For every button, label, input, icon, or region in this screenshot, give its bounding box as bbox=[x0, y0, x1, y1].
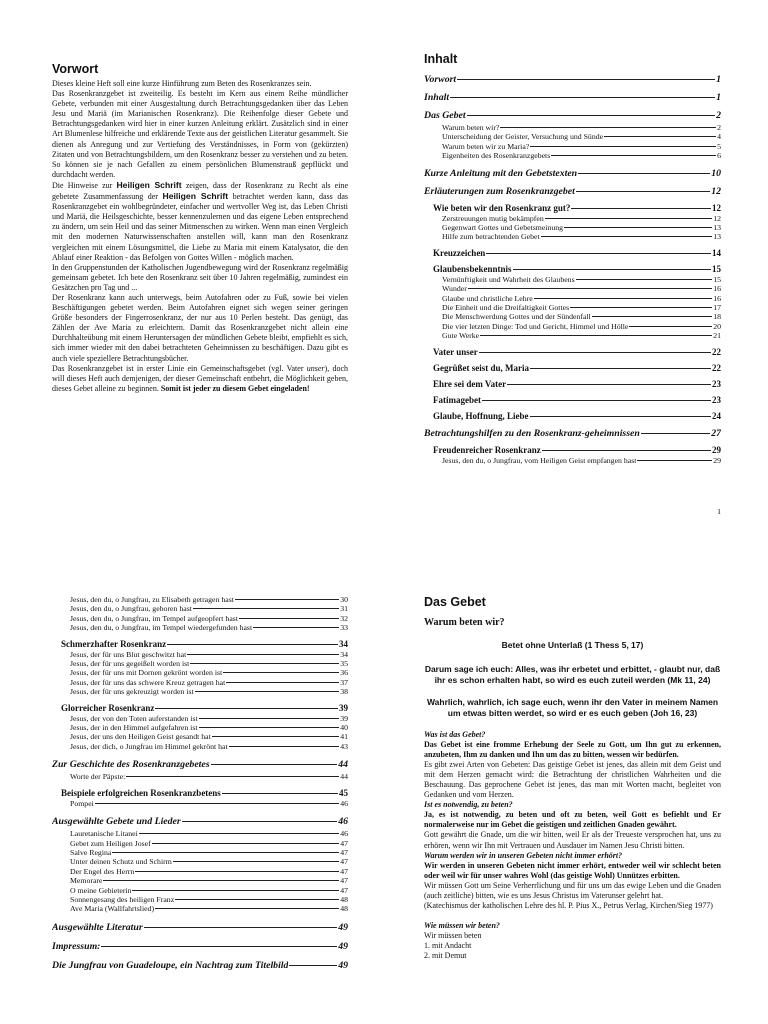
toc-leader bbox=[578, 173, 710, 174]
toc-leader bbox=[289, 965, 337, 966]
toc-entry-title: Erläuterungen zum Rosenkranzgebet bbox=[424, 185, 575, 197]
toc-entry bbox=[52, 922, 348, 933]
toc-entry bbox=[424, 132, 721, 141]
toc-entry-page: 40 bbox=[340, 723, 348, 733]
body-paragraph: 2. mit Demut bbox=[424, 951, 467, 961]
vorwort-body bbox=[52, 79, 348, 394]
toc-leader bbox=[468, 288, 712, 289]
toc-entry-page: 22 bbox=[712, 346, 721, 357]
toc-entry-title: Jesus, der für uns gekreuzigt worden ist bbox=[70, 687, 194, 697]
toc-entry bbox=[424, 203, 721, 213]
toc-entry-page: 34 bbox=[339, 638, 348, 649]
toc-entry-title: Der Engel des Herrn bbox=[70, 866, 135, 876]
toc-entry-page: 49 bbox=[338, 940, 348, 952]
toc-entry-title: Jesus, der dich, o Jungfrau im Himmel gekrönt hat bbox=[70, 741, 228, 751]
toc-leader bbox=[126, 776, 339, 777]
toc-entry-title: Ave Maria (Wallfahrtslied) bbox=[70, 904, 155, 914]
toc-leader bbox=[199, 727, 340, 728]
toc-leader bbox=[167, 644, 338, 645]
toc-entry-title: Salve Regina bbox=[70, 847, 112, 857]
toc-entry bbox=[424, 151, 721, 160]
toc-leader bbox=[175, 899, 339, 900]
toc-entry-title: Hilfe zum betrachtenden Gebet bbox=[442, 232, 540, 242]
catechism-answer: Das Gebet ist eine fromme Erhebung der Seele zu Gott, um Ihn gut zu erkennen, anzubeten, Ihm zu danken und Ihn um das zu bitten, wessen wir bedürfen. bbox=[424, 739, 721, 759]
toc-leader bbox=[507, 384, 711, 385]
toc-entry-page: 35 bbox=[340, 659, 348, 669]
text-run: Somit ist jeder zu diesem Gebet eingeladen! bbox=[160, 383, 310, 393]
toc-leader bbox=[103, 880, 339, 881]
toc-leader bbox=[641, 433, 710, 434]
catechism-question: Warum werden wir in unseren Gebeten nicht immer erhört? bbox=[424, 850, 623, 860]
toc-entry bbox=[52, 659, 348, 668]
toc-entry bbox=[52, 604, 348, 613]
toc-entry-title: Kreuzzeichen bbox=[433, 247, 486, 258]
toc-entry bbox=[52, 876, 348, 885]
toc-entry-title: Memorare bbox=[70, 876, 103, 886]
toc-leader bbox=[139, 833, 339, 834]
toc-leader bbox=[211, 764, 338, 765]
toc-entry-title: Die Menschwerdung Gottes und der Sündenfall bbox=[442, 312, 591, 322]
toc-entry bbox=[424, 186, 721, 197]
toc-entry-title: Impressum: bbox=[52, 940, 101, 952]
toc-leader bbox=[95, 803, 339, 804]
text-run: Das Rosenkranzgebet ist in erster Linie ein Gemeinschaftsgebet (vgl. Vater bbox=[52, 363, 307, 373]
toc-entry bbox=[424, 395, 721, 405]
toc-entry-title: Die vier letzten Dinge: Tod und Gericht, Himmel und Hölle bbox=[442, 321, 629, 331]
toc-entry-title: Die Jungfrau von Guadeloupe, ein Nachtrag zum Titelbild bbox=[52, 959, 289, 971]
toc-entry bbox=[52, 595, 348, 604]
toc-entry-title: Gebet zum Heiligen Josef bbox=[70, 838, 151, 848]
toc-entry-title: Unter deinen Schutz und Schirm bbox=[70, 857, 172, 867]
toc-leader bbox=[132, 890, 339, 891]
toc-entry-page: 16 bbox=[713, 293, 721, 303]
toc-entry bbox=[424, 223, 721, 232]
text-run: In den Gruppenstunden der Katholischen Jugendbewegung wird der Rosenkranz regelmäßig gemeinsam gebetet. Ich bete den Rosenkranz seit über 10 Jahren regelmäßig, zumindest ein Gesätzchen pro Tag und ... bbox=[52, 262, 348, 292]
toc-entry bbox=[424, 264, 721, 274]
toc-entry bbox=[52, 678, 348, 687]
toc-entry-title: Jesus, der in den Himmel aufgefahren ist bbox=[70, 723, 198, 733]
toc-leader bbox=[545, 218, 712, 219]
vorwort-paragraph bbox=[52, 364, 348, 394]
toc-entry-title: O meine Gebieterin bbox=[70, 885, 132, 895]
page-inhalt bbox=[424, 52, 721, 516]
toc-entry bbox=[52, 772, 348, 781]
body-paragraph: (Katechismus der katholischen Lehre des hl. P. Pius X., Petrus Verlag, Kirchen/Sieg 1977) bbox=[424, 901, 713, 911]
toc-entry bbox=[52, 687, 348, 696]
toc-entry bbox=[52, 904, 348, 913]
toc-entry-title: Jesus, der für uns mit Dornen gekrönt worden ist bbox=[70, 668, 223, 678]
toc-leader bbox=[479, 352, 711, 353]
toc-entry bbox=[52, 788, 348, 798]
toc-leader bbox=[226, 682, 339, 683]
toc-leader bbox=[576, 279, 713, 280]
toc-entry-title: Vater unser bbox=[433, 346, 478, 357]
toc-entry-page: 5 bbox=[717, 141, 721, 151]
toc-entry bbox=[52, 639, 348, 649]
text-run: zeigen, dass der Rosenkranz zu Recht als eine gebetete Zusammenfassung der bbox=[52, 180, 348, 202]
toc-entry-page: 46 bbox=[338, 816, 348, 828]
toc-entry-title: Gute Werke bbox=[442, 331, 480, 341]
toc-entry-page: 1 bbox=[716, 92, 721, 103]
toc-entry bbox=[52, 714, 348, 723]
toc-leader bbox=[152, 843, 339, 844]
toc-entry-title: Eigenheiten des Rosenkranzgebets bbox=[442, 151, 551, 161]
toc-leader bbox=[155, 908, 339, 909]
toc-leader bbox=[637, 460, 712, 461]
gebet-subtitle: Warum beten wir? bbox=[424, 617, 505, 628]
text-run: Der Rosenkranz kann auch unterwegs, beim Autofahren oder zu Fuß, sowie bei vielen Beschäftigungen gebetet werden. Beim Autofahren eignet sich wegen seiner geringen Größe besonders der Fingerrosenkranz, der nur aus 10 Perlen besteht. Das genügt, das Zählen der Ave Maria zu erleichtern. Damit das Rosenkranzgebet nicht allein eine Durchhalteübung mit einem Heruntersagen der mündlichen Gebete bleibt, empfiehlt es sich, sich immer wieder mit den dabei betrachteten Geheimnissen zu beschäftigen. Dazu gibt es auch viele speziellere Betrachtungsbücher. bbox=[52, 292, 348, 363]
text-run: Dieses kleine Heft soll eine kurze Hinführung zum Beten des Rosenkranzes sein. bbox=[52, 79, 312, 88]
toc-leader bbox=[222, 793, 338, 794]
toc-entry-title: Beispiele erfolgreichen Rosenkranzbetens bbox=[61, 787, 221, 798]
toc-entry-title: Wunder bbox=[442, 284, 467, 294]
toc-entry bbox=[424, 123, 721, 132]
toc-entry bbox=[52, 839, 348, 848]
toc-leader bbox=[592, 316, 712, 317]
toc-leader bbox=[564, 227, 712, 228]
toc-entry-page: 10 bbox=[711, 167, 721, 179]
scripture-quote: Wahrlich, wahrlich, ich sage euch, wenn ihr den Vater in meinem Namen um etwas bitten werdet, so wird er es euch geben (Joh 16, 23) bbox=[426, 696, 719, 718]
toc-entry-page: 14 bbox=[712, 247, 721, 258]
toc-entry bbox=[424, 411, 721, 421]
toc-leader bbox=[486, 253, 711, 254]
toc-entry-title: Worte der Päpste: bbox=[70, 772, 126, 782]
toc-entry-page: 45 bbox=[339, 787, 348, 798]
toc-entry bbox=[424, 214, 721, 223]
toc-entry-title: Warum beten wir zu Maria? bbox=[442, 141, 530, 151]
toc-entry-title: Schmerzhafter Rosenkranz bbox=[61, 638, 167, 649]
toc-entry bbox=[424, 303, 721, 312]
toc-entry bbox=[52, 799, 348, 808]
page-vorwort bbox=[52, 62, 348, 482]
toc-entry-page: 22 bbox=[712, 362, 721, 373]
vorwort-title: Vorwort bbox=[52, 62, 99, 76]
toc-entry bbox=[424, 168, 721, 179]
toc-entry bbox=[424, 428, 721, 439]
toc-entry-page: 47 bbox=[340, 876, 348, 886]
toc-entry bbox=[52, 857, 348, 866]
toc-entry bbox=[424, 284, 721, 293]
toc-entry-page: 6 bbox=[717, 151, 721, 161]
table-of-contents-continued bbox=[52, 595, 348, 971]
toc-entry-page: 32 bbox=[340, 613, 348, 623]
toc-entry bbox=[52, 732, 348, 741]
toc-entry-page: 29 bbox=[713, 455, 721, 465]
scripture-quote: Betet ohne Unterlaß (1 Thess 5, 17) bbox=[501, 640, 644, 650]
toc-leader bbox=[629, 326, 712, 327]
scripture-quote: Darum sage ich euch: Alles, was ihr erbetet und erbittet, - glaubt nur, daß ihr es schon erhalten habt, so wird es euch zuteil werden (Mk 11, 24) bbox=[424, 663, 721, 685]
toc-entry-page: 31 bbox=[340, 604, 348, 614]
body-paragraph: Wir müssen beten bbox=[424, 931, 482, 941]
toc-entry-page: 15 bbox=[713, 274, 721, 284]
toc-entry-page: 23 bbox=[712, 378, 721, 389]
toc-entry-title: Jesus, der für uns gegeißelt worden ist bbox=[70, 659, 190, 669]
toc-entry bbox=[424, 248, 721, 258]
toc-entry-title: Kurze Anleitung mit den Gebetstexten bbox=[424, 167, 578, 179]
toc-entry-page: 24 bbox=[712, 410, 721, 421]
body-paragraph: Gott gewährt die Gnade, um die wir bitten, weil Er als der Treueste versprochen hat, uns zu erhören, wenn wir Ihn mit Vertrauen und Ausdauer im Namen Jesu Christi bitten. bbox=[424, 830, 721, 850]
toc-entry-title: Zur Geschichte des Rosenkranzgebetes bbox=[52, 759, 210, 771]
toc-leader bbox=[541, 236, 713, 237]
toc-entry-page: 47 bbox=[340, 857, 348, 867]
toc-entry bbox=[424, 379, 721, 389]
toc-entry-title: Zerstreuungen mutig bekämpfen bbox=[442, 213, 544, 223]
toc-leader bbox=[457, 79, 715, 80]
toc-entry bbox=[52, 668, 348, 677]
toc-entry-title: Warum beten wir? bbox=[442, 123, 500, 132]
toc-leader bbox=[144, 927, 338, 928]
spacer bbox=[424, 911, 721, 921]
toc-leader bbox=[467, 115, 715, 116]
toc-entry-title: Wie beten wir den Rosenkranz gut? bbox=[433, 202, 571, 213]
catechism-answer: Ja, es ist notwendig, zu beten und oft zu beten, weil Gott es befiehlt und Er normalerweise nur im Gebet die geistigen und zeitlichen Gnaden gewährt. bbox=[424, 810, 721, 830]
inhalt-title: Inhalt bbox=[424, 52, 458, 66]
toc-entry-page: 23 bbox=[712, 394, 721, 405]
page-inhalt-continued bbox=[52, 595, 348, 1024]
catechism-question: Was ist das Gebet? bbox=[424, 729, 486, 739]
toc-leader bbox=[135, 871, 339, 872]
toc-leader bbox=[155, 708, 338, 709]
toc-leader bbox=[482, 400, 711, 401]
toc-entry bbox=[424, 347, 721, 357]
toc-entry-title: Glaube und christliche Lehre bbox=[442, 293, 533, 303]
toc-entry bbox=[424, 142, 721, 151]
toc-entry bbox=[52, 886, 348, 895]
toc-entry-title: Ehre sei dem Vater bbox=[433, 378, 507, 389]
toc-leader bbox=[235, 599, 339, 600]
catechism-question: Ist es notwendig, zu beten? bbox=[424, 800, 513, 810]
toc-entry-page: 17 bbox=[713, 303, 721, 313]
toc-entry-page: 46 bbox=[340, 829, 348, 839]
vorwort-paragraph bbox=[52, 180, 348, 263]
toc-entry-title: Unterscheidung der Geister, Versuchung und Sünde bbox=[442, 132, 604, 142]
toc-entry-title: Gegrüßet seist du, Maria bbox=[433, 362, 529, 373]
toc-entry-title: Jesus, der von den Toten auferstanden ist bbox=[70, 713, 198, 723]
toc-leader bbox=[500, 127, 716, 128]
toc-leader bbox=[199, 718, 339, 719]
toc-entry bbox=[424, 312, 721, 321]
text-run: Die Hinweise zur bbox=[52, 180, 117, 190]
toc-entry bbox=[52, 623, 348, 632]
toc-entry-title: Jesus, den du, o Jungfrau, vom Heiligen Geist empfangen hast bbox=[442, 455, 637, 465]
text-run: ), doch will dieses Heft auch demjenigen, der dieser Gemeinschaft entbehrt, die Möglichkeit geben, dieses Gebet alleine zu beginnen. bbox=[52, 363, 348, 393]
toc-leader bbox=[173, 861, 339, 862]
toc-entry-page: 47 bbox=[340, 885, 348, 895]
toc-leader bbox=[542, 450, 711, 451]
gebet-body bbox=[424, 730, 721, 962]
catechism-question: Wie müssen wir beten? bbox=[424, 921, 500, 931]
toc-entry-title: Sonnengesang des heiligen Franz bbox=[70, 894, 175, 904]
toc-entry-title: Jesus, der für uns Blut geschwitzt hat bbox=[70, 649, 187, 659]
toc-leader bbox=[112, 852, 339, 853]
toc-entry bbox=[52, 816, 348, 827]
vorwort-paragraph bbox=[52, 263, 348, 293]
toc-entry bbox=[52, 848, 348, 857]
toc-entry bbox=[52, 867, 348, 876]
toc-entry bbox=[52, 941, 348, 952]
vorwort-paragraph bbox=[52, 89, 348, 180]
toc-entry-page: 47 bbox=[340, 847, 348, 857]
toc-entry-page: 49 bbox=[338, 959, 348, 971]
toc-entry-title: Pompei bbox=[70, 798, 94, 808]
toc-entry-page: 13 bbox=[713, 223, 721, 233]
toc-entry-page: 2 bbox=[717, 123, 721, 132]
toc-entry-page: 37 bbox=[340, 677, 348, 687]
toc-entry-title: Freudenreicher Rosenkranz bbox=[433, 444, 541, 455]
toc-entry bbox=[424, 294, 721, 303]
toc-leader bbox=[450, 97, 715, 98]
toc-entry-title: Fatimagebet bbox=[433, 394, 481, 405]
toc-entry-page: 39 bbox=[340, 713, 348, 723]
toc-leader bbox=[551, 155, 716, 156]
toc-entry-title: Jesus, den du, o Jungfrau, im Tempel wiedergefunden hast bbox=[70, 623, 253, 633]
vorwort-paragraph bbox=[52, 293, 348, 364]
toc-entry-page: 21 bbox=[713, 331, 721, 341]
toc-entry bbox=[52, 650, 348, 659]
toc-entry-page: 44 bbox=[338, 759, 348, 771]
toc-entry bbox=[424, 74, 721, 85]
toc-entry-title: Glaube, Hoffnung, Liebe bbox=[433, 410, 529, 421]
page-number: 1 bbox=[717, 507, 721, 516]
toc-entry-title: Gegenwart Gottes und Gebetsmeinung bbox=[442, 223, 564, 233]
toc-entry-page: 44 bbox=[340, 772, 348, 782]
toc-entry-page: 4 bbox=[717, 132, 721, 142]
toc-leader bbox=[530, 368, 711, 369]
toc-leader bbox=[101, 946, 337, 947]
toc-entry bbox=[52, 723, 348, 732]
table-of-contents bbox=[424, 74, 721, 465]
toc-entry-title: Lauretanische Litanei bbox=[70, 829, 138, 839]
toc-entry-page: 29 bbox=[712, 444, 721, 455]
toc-entry-page: 30 bbox=[340, 595, 348, 604]
toc-entry-page: 15 bbox=[712, 263, 721, 274]
toc-leader bbox=[182, 821, 337, 822]
toc-entry-title: Die Einheit und die Dreifaltigkeit Gottes bbox=[442, 303, 570, 313]
body-paragraph: 1. mit Andacht bbox=[424, 941, 472, 951]
toc-entry-page: 36 bbox=[340, 668, 348, 678]
toc-leader bbox=[223, 672, 339, 673]
toc-entry-title: Jesus, den du, o Jungfrau, geboren hast bbox=[70, 604, 192, 614]
toc-entry-page: 49 bbox=[338, 921, 348, 933]
toc-entry-page: 27 bbox=[711, 427, 721, 439]
toc-leader bbox=[253, 627, 339, 628]
toc-entry-title: Vernünftigkeit und Wahrheit des Glaubens bbox=[442, 274, 575, 284]
toc-entry-page: 2 bbox=[716, 110, 721, 121]
toc-entry bbox=[424, 275, 721, 284]
body-paragraph: Wir müssen Gott um Seine Verherrlichung und für uns um das ewige Leben und die Gnaden (auch zeitliche) bitten, wie es uns Jesus Christus im Vaterunser gelehrt hat. bbox=[424, 880, 721, 900]
toc-entry-page: 13 bbox=[713, 232, 721, 242]
toc-leader bbox=[513, 269, 711, 270]
scripture-quotes bbox=[424, 640, 721, 720]
toc-entry bbox=[52, 829, 348, 838]
toc-entry bbox=[424, 92, 721, 103]
toc-leader bbox=[534, 298, 712, 299]
toc-leader bbox=[239, 618, 339, 619]
toc-leader bbox=[570, 307, 712, 308]
text-run: unser bbox=[306, 363, 325, 373]
scripture-highlight: Heiligen Schrift bbox=[116, 179, 182, 190]
toc-entry bbox=[424, 110, 721, 121]
toc-entry bbox=[424, 331, 721, 340]
toc-entry bbox=[52, 742, 348, 751]
toc-entry bbox=[52, 703, 348, 713]
toc-leader bbox=[571, 208, 711, 209]
toc-entry-page: 48 bbox=[340, 894, 348, 904]
toc-entry-page: 12 bbox=[713, 213, 721, 223]
toc-entry bbox=[52, 759, 348, 770]
toc-leader bbox=[187, 654, 339, 655]
toc-entry-page: 12 bbox=[711, 185, 721, 197]
toc-entry bbox=[424, 445, 721, 455]
toc-entry-title: Ausgewählte Gebete und Lieder bbox=[52, 816, 181, 828]
toc-entry-title: Betrachtungshilfen zu den Rosenkranz-geheimnissen bbox=[424, 427, 640, 439]
toc-leader bbox=[480, 335, 712, 336]
scripture-highlight: Heiligen Schrift bbox=[162, 191, 229, 202]
toc-entry-page: 18 bbox=[713, 312, 721, 322]
body-paragraph: Es gibt zwei Arten von Gebeten: Das geistige Gebet ist jenes, das allein mit dem Geist und mit dem Herzen gemacht wird: die Betrachtung der christlichen Wahrheiten und die Beschauung. Das geprochene Gebet ist jenes, das man mit Worten macht, begleitet von Gedanken und vom Herzen. bbox=[424, 759, 721, 800]
toc-entry-page: 39 bbox=[339, 702, 348, 713]
text-run: Das Rosenkranzgebet ist zweiteilig. Es besteht im Kern aus einem Reihe mündlicher Gebete, verbunden mit einer Ausgestaltung durch Betrachtungsgedanken über das Leben Jesu und Mariä (im Marianischen Rosenkranz). Die Reihenfolge dieser Gebete und Betrachtungsgedanken wird hier in einer kurzen Anleitung erklärt. Zusätzlich sind in einer Art Blumenlese hilfreiche und erklärende Texte aus der geistlichen Literatur gesammelt. Sie dienen als Anregung und zur Vertiefung des Verständnisses, in Form von (gekürzten) Zitaten und von Betrachtungsbildern, um den Rosenkranz besser zu verstehen und zu beten. So können sie je nach Gefallen zu einem persönlichen Blumenstrauß gepflückt und durchdacht werden. bbox=[52, 89, 348, 179]
page-das-gebet bbox=[424, 595, 721, 1024]
catechism-answer: Wir werden in unseren Gebeten nicht immer erhört, entweder weil wir schlecht beten oder weil wir für unser wahres Wohl (das geistige Wohl) Unnützes erbitten. bbox=[424, 860, 721, 880]
toc-leader bbox=[576, 191, 710, 192]
toc-leader bbox=[530, 146, 716, 147]
toc-entry-page: 20 bbox=[713, 321, 721, 331]
toc-leader bbox=[530, 416, 711, 417]
toc-leader bbox=[212, 736, 339, 737]
toc-leader bbox=[604, 136, 716, 137]
toc-entry-page: 16 bbox=[713, 284, 721, 294]
toc-entry-page: 33 bbox=[340, 623, 348, 633]
toc-leader bbox=[195, 691, 340, 692]
toc-entry-title: Jesus, der für uns das schwere Kreuz getragen hat bbox=[70, 677, 226, 687]
toc-entry bbox=[52, 895, 348, 904]
toc-entry bbox=[424, 232, 721, 241]
toc-entry-title: Vorwort bbox=[424, 74, 457, 85]
toc-entry bbox=[424, 322, 721, 331]
toc-entry-page: 47 bbox=[340, 866, 348, 876]
toc-entry-title: Ausgewählte Literatur bbox=[52, 921, 143, 933]
toc-entry-title: Jesus, der uns den Heiligen Geist gesandt hat bbox=[70, 732, 211, 742]
gebet-title: Das Gebet bbox=[424, 595, 486, 609]
toc-entry-title: Jesus, den du, o Jungfrau, im Tempel aufgeopfert hast bbox=[70, 613, 238, 623]
toc-entry-title: Glorreicher Rosenkranz bbox=[61, 702, 155, 713]
toc-entry-title: Jesus, den du, o Jungfrau, zu Elisabeth getragen hast bbox=[70, 595, 234, 604]
toc-entry-page: 48 bbox=[340, 904, 348, 914]
toc-entry-page: 1 bbox=[716, 74, 721, 85]
toc-entry-title: Inhalt bbox=[424, 92, 450, 103]
toc-entry-page: 41 bbox=[340, 732, 348, 742]
toc-entry-page: 34 bbox=[340, 649, 348, 659]
toc-entry bbox=[424, 363, 721, 373]
toc-entry-page: 46 bbox=[340, 798, 348, 808]
toc-leader bbox=[229, 746, 340, 747]
toc-leader bbox=[193, 608, 339, 609]
toc-entry-page: 12 bbox=[712, 202, 721, 213]
toc-entry bbox=[52, 960, 348, 971]
vorwort-paragraph bbox=[52, 79, 348, 89]
toc-entry-page: 43 bbox=[340, 741, 348, 751]
toc-entry bbox=[424, 456, 721, 465]
toc-entry-title: Glaubensbekenntnis bbox=[433, 263, 512, 274]
toc-entry-title: Das Gebet bbox=[424, 110, 466, 121]
toc-entry-page: 47 bbox=[340, 838, 348, 848]
text-run: betrachtet werden kann, dass das Rosenkranzgebet ein wohlbegründeter, einfacher und wertvoller Weg ist, das Leben Christi und Mariä, die Heilsgeschichte, besser kennenzulernen und das eigene Leben entsprechend zu ändern, um sein Heil und das seiner Mitmenschen zu wirken. Wenn man einen Vergleich mit den modernen Naturwissenschaften anstellen will, kann man den Rosenkranz vergleichen mit einem Lösungsmittel, die Liebe zu Maria mit einem Katalysator, die den Ablauf einer Reaktion - das Befolgen von Gottes Willen - möglich machen. bbox=[52, 192, 348, 262]
toc-entry bbox=[52, 614, 348, 623]
toc-entry-page: 38 bbox=[340, 687, 348, 697]
toc-leader bbox=[190, 663, 339, 664]
